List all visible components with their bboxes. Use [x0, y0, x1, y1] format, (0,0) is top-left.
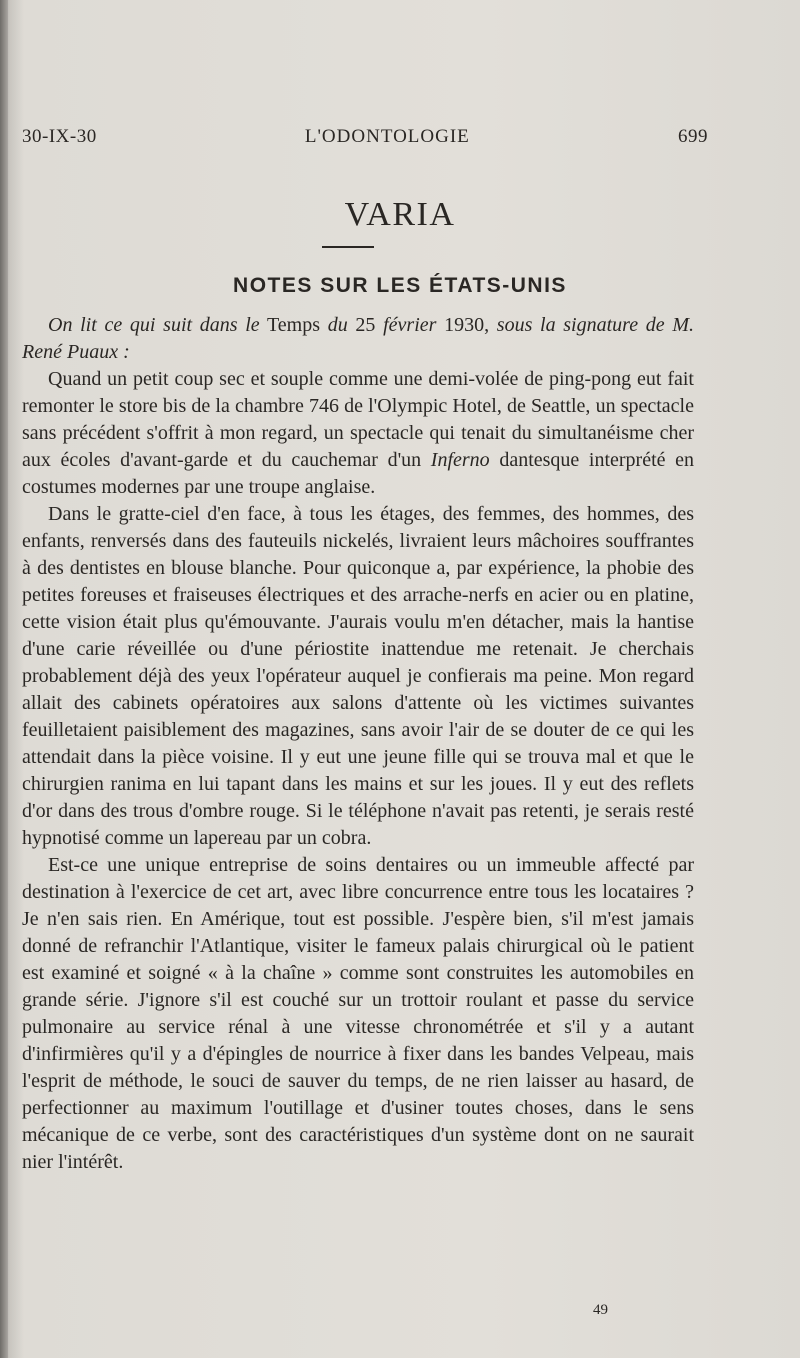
section-title: VARIA — [344, 196, 456, 233]
paragraph-2: Dans le gratte-ciel d'en face, à tous les étages, des femmes, des hommes, des enfants, renversés dans des fauteuils nickelés, livraient leurs mâchoires souffrantes à des dentistes en blouse blanche. Pour quiconque a, par expérience, la phobie des petites foreuses et fraiseuses électriques et des arrache-nerfs en acier ou en platine, cette vision était plus qu'émouvante. J'aurais voulu m'en détacher, mais la hantise d'une carie réveillée ou d'une périostite inattendue me retenait. Je cherchais probablement déjà des yeux l'opérateur auquel je confierais ma peine. Mon regard allait des cabinets opératoires aux salons d'attente où les victimes suivantes feuilletaient paisiblement des magazines, sans avoir l'air de se douter de ce qui les attendait dans la pièce voisine. Il y eut une jeune fille qui se trouva mal et que le chirurgien ranima en lui tapant dans les mains et sur les joues. Il y eut des reflets d'or dans des trous d'ombre rouge. Si le téléphone n'avait pas retenti, je serais resté hypnotisé comme un lapereau par un cobra. — [22, 503, 694, 849]
title-divider — [322, 246, 374, 248]
intro-newspaper: Temps — [266, 314, 321, 336]
paragraph-1-emphasis: Inferno — [430, 449, 490, 471]
paragraph-1-before: Quand un petit coup sec et souple comme une demi-volée de ping-pong eut fait remonter le store bis de la chambre 746 de l'Olympic Hotel, de Seattle, un spectacle sans précédent s'offrit à mon regard, un spectacle qui tenait du simultanéisme cher aux écoles d'avant-garde et du cauchemar d'un — [22, 368, 694, 471]
folio-number: 49 — [593, 1302, 608, 1318]
intro-part2: du — [327, 314, 348, 336]
article-body — [22, 312, 694, 1176]
intro-paragraph — [22, 312, 694, 366]
article-title: NOTES SUR LES ÉTATS-UNIS — [233, 274, 567, 297]
intro-part3: février — [383, 314, 437, 336]
paragraph-3: Est-ce une unique entreprise de soins dentaires ou un immeuble affecté par destination à l'exercice de cet art, avec libre concurrence entre tous les locataires ? Je n'en sais rien. En Amérique, tout est possible. J'espère bien, s'il m'est jamais donné de refranchir l'Atlantique, visiter le fameux palais chirurgical où le patient est examiné et soigné « à la chaîne » comme sont construites les automobiles en grande série. J'ignore s'il est couché sur un trottoir roulant et passe du service pulmonaire au service rénal à une vitesse chronométrée et s'il y a autant d'infirmières qu'il y a d'épingles de nourrice à fixer dans les bandes Velpeau, mais l'esprit de méthode, le souci de sauver du temps, de ne rien laisser au hasard, de perfectionner au maximum l'outillage et d'usiner toutes choses, dans le sens mécanique de ce verbe, sont des caractéristiques d'un système dont on ne saurait nier l'intérêt. — [22, 854, 694, 1173]
header-page-number: 699 — [678, 126, 708, 147]
intro-date: 25 — [355, 314, 376, 336]
paragraph-1 — [22, 366, 694, 501]
intro-part4: sous la signature de M. René Puaux : — [22, 314, 694, 363]
intro-part1: On lit ce qui suit dans le — [48, 314, 260, 336]
intro-year: 1930, — [444, 314, 490, 336]
running-header — [22, 126, 708, 148]
paragraph-1-after: dantesque interprété en costumes modernes par une troupe anglaise. — [22, 449, 695, 498]
header-date: 30-IX-30 — [22, 126, 97, 147]
header-journal-title: L'ODONTOLOGIE — [304, 126, 470, 147]
